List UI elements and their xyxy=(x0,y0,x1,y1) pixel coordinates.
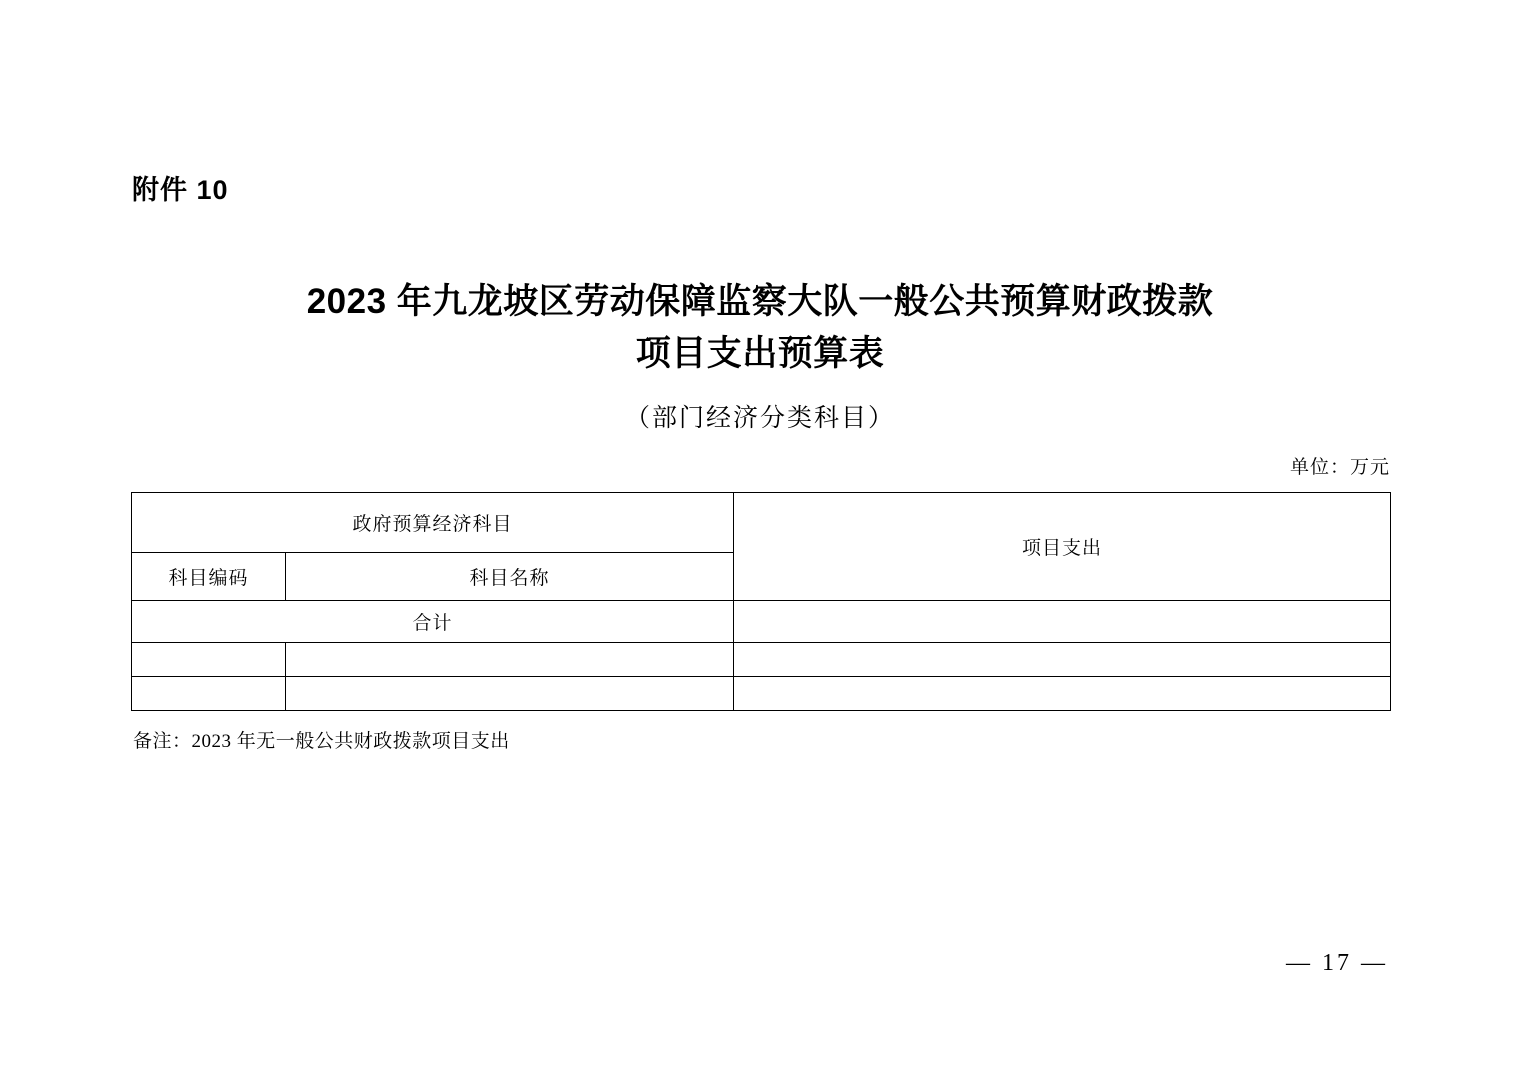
row-total-label: 合计 xyxy=(132,601,734,643)
unit-note: 单位：万元 xyxy=(1289,457,1390,478)
page-subtitle: （部门经济分类科目） xyxy=(624,405,895,432)
page-title-line-1: 2023 年九龙坡区劳动保障监察大队一般公共预算财政拨款 xyxy=(306,282,1214,321)
page-title xyxy=(0,276,1520,380)
header-subject-name: 科目名称 xyxy=(286,553,734,601)
header-government-budget-economic-subject: 政府预算经济科目 xyxy=(132,493,734,553)
table-row xyxy=(132,601,1391,643)
budget-table xyxy=(131,492,1391,711)
row-code-cell xyxy=(132,643,286,677)
header-subject-code: 科目编码 xyxy=(132,553,286,601)
row-name-cell xyxy=(286,643,734,677)
row-name-cell xyxy=(286,677,734,711)
row-total-amount xyxy=(734,601,1391,643)
page-number: — 17 — xyxy=(1286,950,1388,976)
header-project-expenditure: 项目支出 xyxy=(734,493,1391,601)
table-row xyxy=(132,643,1391,677)
table-row xyxy=(132,677,1391,711)
table-remark: 备注：2023 年无一般公共财政拨款项目支出 xyxy=(133,731,510,752)
page-title-line-2: 项目支出预算表 xyxy=(635,334,885,373)
row-code-cell xyxy=(132,677,286,711)
table-header-group-row xyxy=(132,493,1391,553)
attachment-label: 附件 10 xyxy=(132,175,229,205)
row-amount-cell xyxy=(734,643,1391,677)
row-amount-cell xyxy=(734,677,1391,711)
